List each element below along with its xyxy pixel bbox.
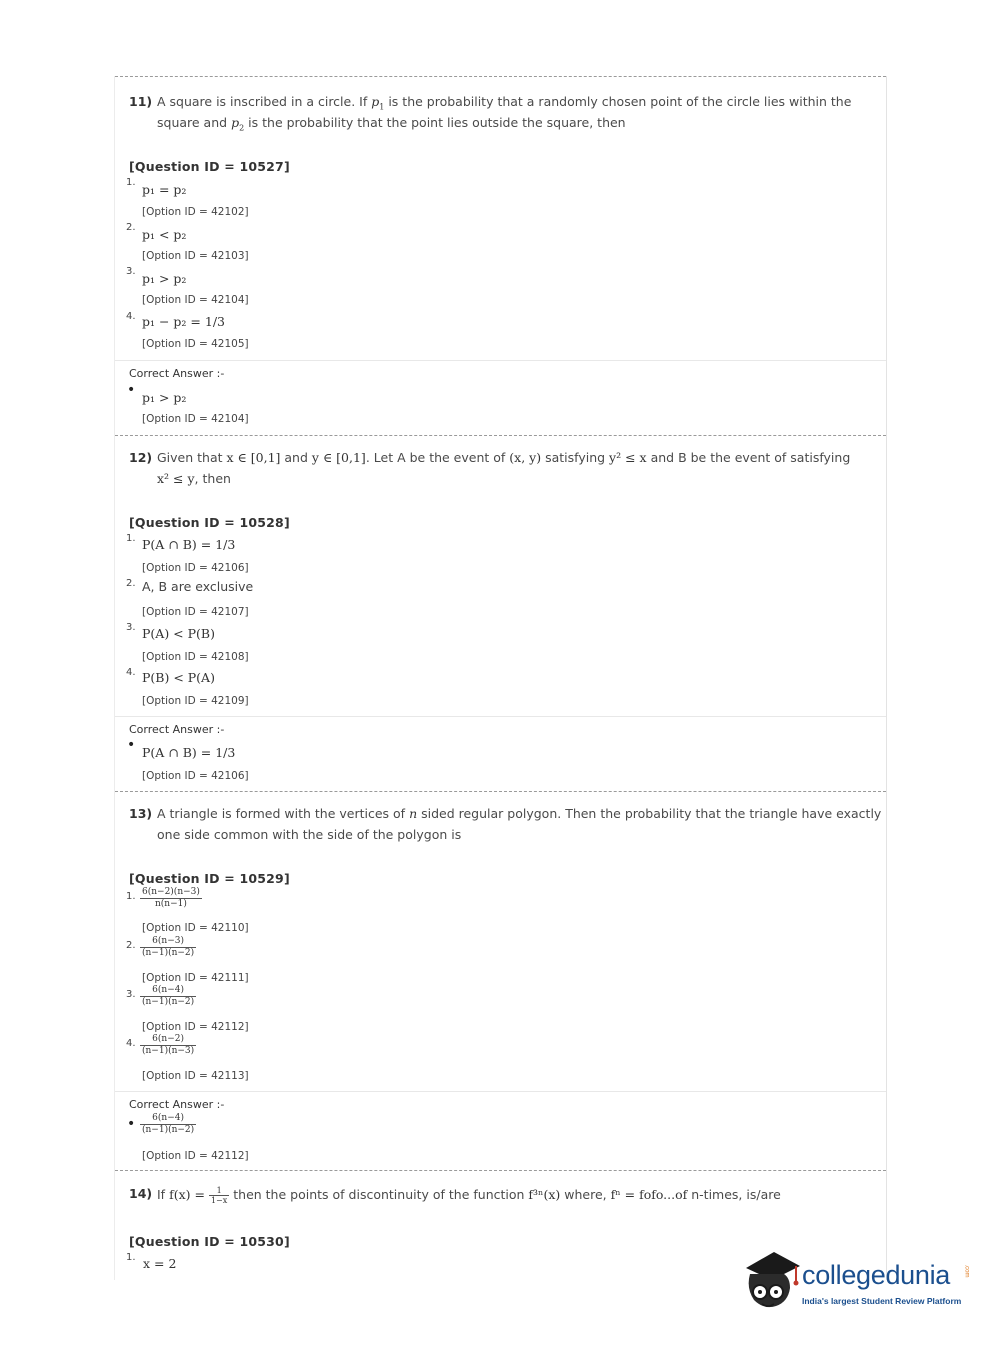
section-divider [115,76,886,77]
option-number: 1. [126,1252,136,1263]
option-number: 1. [126,177,136,188]
option-id: [Option ID = 42105] [142,338,249,350]
question-id: [Question ID = 10530] [129,1234,290,1249]
correct-answer-label: Correct Answer :- [129,723,225,736]
question-id: [Question ID = 10527] [129,159,290,174]
question-text: A triangle is formed with the vertices of n sided regular polygon. Then the probability that the triangle have exactly [157,806,882,821]
option-number: 3. [126,989,136,1000]
logo-domain: .com [963,1264,970,1278]
bullet-icon: • [127,382,136,398]
option-text[interactable]: P(B) < P(A) [142,670,215,685]
option-number: 2. [126,940,136,951]
option-number: 1. [126,891,136,902]
correct-answer-text: p₁ > p₂ [142,390,187,405]
option-id: [Option ID = 42104] [142,294,249,306]
option-id: [Option ID = 42113] [142,1070,249,1082]
question-text-line2: square and $p_2$ is the probability that the point lies outside the square, then [157,115,626,133]
question-text-line2: x² ≤ y, then [157,471,231,486]
correct-answer-id: [Option ID = 42106] [142,770,249,782]
option-text[interactable]: p₁ = p₂ [142,182,187,197]
option-id: [Option ID = 42102] [142,206,249,218]
option-fraction[interactable]: $\frac{6(n-3)}{(n-1)(n-2)}$ [142,936,195,958]
option-number: 3. [126,622,136,633]
option-id: [Option ID = 42107] [142,606,249,618]
question-number: 13) [129,806,153,821]
option-id: [Option ID = 42106] [142,562,249,574]
option-number: 1. [126,533,136,544]
option-id: [Option ID = 42112] [142,1021,249,1033]
question-number: 14) [129,1186,153,1201]
question-id: [Question ID = 10528] [129,515,290,530]
correct-answer-label: Correct Answer :- [129,1098,225,1111]
question-text-line2: one side common with the side of the polygon is [157,827,462,842]
collegedunia-logo[interactable] [740,1248,970,1318]
option-text[interactable]: A, B are exclusive [142,579,254,594]
option-fraction[interactable]: $\frac{6(n-2)}{(n-1)(n-3)}$ [142,1034,195,1056]
option-text[interactable]: P(A ∩ B) = 1/3 [142,537,236,552]
option-number: 4. [126,667,136,678]
option-text[interactable]: x = 2 [143,1256,177,1271]
option-id: [Option ID = 42109] [142,695,249,707]
question-number: 12) [129,450,153,465]
exam-page [114,76,887,1280]
answer-separator [115,716,886,717]
bullet-icon: • [127,1116,136,1132]
section-divider [115,791,886,792]
option-id: [Option ID = 42103] [142,250,249,262]
answer-separator [115,1091,886,1092]
correct-answer-fraction: $\frac{6(n-4)}{(n-1)(n-2)}$ [142,1113,195,1135]
option-number: 2. [126,578,136,589]
question-text: If f(x) = $\frac{1}{1-x}$ then the points of discontinuity of the function f³ⁿ(x) where, fⁿ = fofo...of n-times, is/are [157,1186,781,1205]
correct-answer-text: P(A ∩ B) = 1/3 [142,745,236,760]
section-divider [115,1170,886,1171]
option-number: 3. [126,266,136,277]
question-text: A square is inscribed in a circle. If $p_1$ is the probability that a randomly chosen point of the circle lies within the [157,94,852,112]
correct-answer-id: [Option ID = 42112] [142,1150,249,1162]
question-text: Given that x ∈ [0,1] and y ∈ [0,1]. Let A be the event of (x, y) satisfying y² ≤ x and B be the event of satisfying [157,450,851,465]
mascot-icon [740,1248,802,1318]
option-fraction[interactable]: $\frac{6(n-2)(n-3)}{n(n-1)}$ [142,887,200,909]
option-text[interactable]: p₁ < p₂ [142,227,187,242]
option-number: 4. [126,1038,136,1049]
section-divider [115,435,886,436]
option-text[interactable]: P(A) < P(B) [142,626,215,641]
correct-answer-id: [Option ID = 42104] [142,413,249,425]
option-id: [Option ID = 42110] [142,922,249,934]
inline-fraction: $\frac{1}{1-x}$ [210,1186,228,1205]
bullet-icon: • [127,737,136,753]
answer-separator [115,360,886,361]
option-id: [Option ID = 42111] [142,972,249,984]
option-number: 2. [126,222,136,233]
option-text[interactable]: p₁ − p₂ = 1/3 [142,314,225,329]
option-fraction[interactable]: $\frac{6(n-4)}{(n-1)(n-2)}$ [142,985,195,1007]
correct-answer-label: Correct Answer :- [129,367,225,380]
logo-tagline: India's largest Student Review Platform [802,1296,962,1306]
option-number: 4. [126,311,136,322]
option-text[interactable]: p₁ > p₂ [142,271,187,286]
logo-wordmark: collegedunia [802,1260,951,1290]
question-id: [Question ID = 10529] [129,871,290,886]
question-number: 11) [129,94,153,109]
option-id: [Option ID = 42108] [142,651,249,663]
